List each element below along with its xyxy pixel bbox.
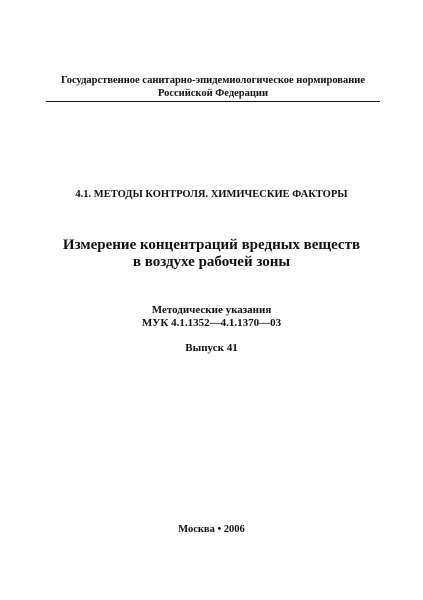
document-title-line-2: в воздухе рабочей зоны [132,254,291,270]
document-subtitle [0,304,423,330]
publisher-header [46,74,380,100]
publisher-header-line-1: Государственное санитарно-эпидемиологическое нормирование [60,75,365,86]
document-type: Методические указания [151,304,272,316]
publisher-header-line-2: Российской Федерации [157,88,269,99]
place-and-year: Москва • 2006 [178,524,245,535]
document-title-line-1: Измерение концентраций вредных веществ [62,237,361,253]
document-title [0,237,423,271]
header-divider [46,101,380,102]
document-code: МУК 4.1.1352—4.1.1370—03 [141,317,282,329]
section-heading: 4.1. МЕТОДЫ КОНТРОЛЯ. ХИМИЧЕСКИЕ ФАКТОРЫ [75,189,348,200]
issue-number: Выпуск 41 [185,342,238,354]
